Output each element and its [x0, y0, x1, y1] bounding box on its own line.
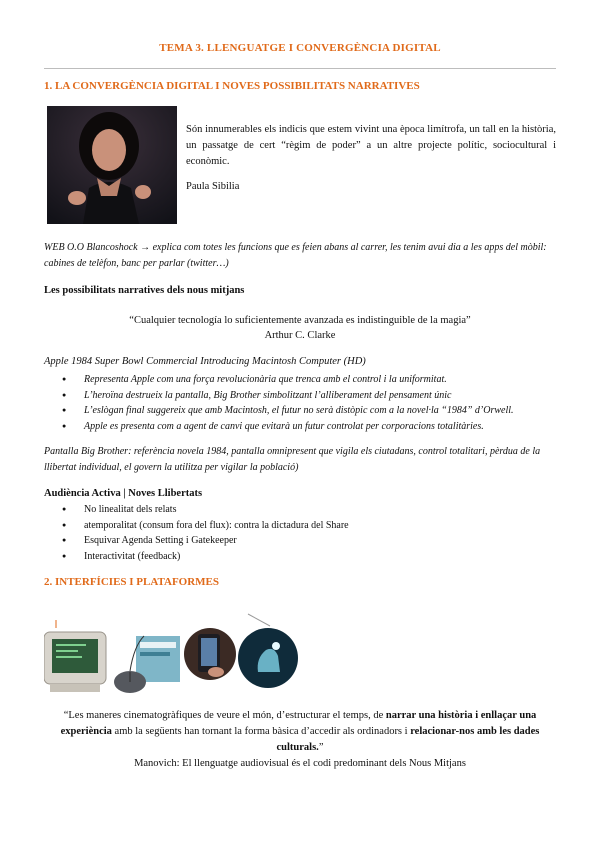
- manovich-quote: [44, 708, 556, 772]
- section-2-heading: 2. INTERFÍCIES I PLATAFORMES: [44, 576, 220, 588]
- opening-quote: Són innumerables els indicis que estem vivint una època limítrofa, un tall en la història, un passatge de cert “règim de poder” a un altre projecte polític, sociocultural i econòmic.: [186, 124, 556, 167]
- list-item: ● Representa Apple com una força revolucionària que trenca amb el control i la uniformitat.: [62, 372, 556, 388]
- clarke-author: Arthur C. Clarke: [264, 330, 336, 341]
- list-item: ● Apple es presenta com a agent de canvi que evitarà un futur controlat per corporacions totalitàries.: [62, 419, 556, 435]
- list-item: ● L’eslògan final suggereix que amb Macintosh, el futur no serà distòpic com a la novel·la “1984” d’Orwell.: [62, 403, 556, 419]
- manovich-caption: Manovich: El llenguatge audiovisual és el codi predominant dels Nous Mitjans: [134, 758, 466, 769]
- list-item: ● L’heroïna destrueix la pantalla, Big Brother simbolitzant l’alliberament del pensament únic: [62, 388, 556, 404]
- computer-monitor-icon: [44, 632, 106, 692]
- quote-text: “Les maneres cinematogràfiques de veure el món, d’estructurar el temps, de: [63, 710, 386, 721]
- list-item: ● No linealitat dels relats: [62, 502, 556, 518]
- narratives-subheading: Les possibilitats narratives dels nous mitjans: [44, 285, 245, 296]
- web-note: WEB O.O Blancoshock → explica com totes les funcions que es feien abans al carrer, les tenim avui dia a les apps del mòbil: cabines de telèfon, banc per parlar (twitter…): [44, 242, 547, 269]
- mouse-icon: [114, 636, 180, 693]
- list-item: ● Interactivitat (feedback): [62, 549, 556, 565]
- clarke-quote: “Cualquier tecnología lo suficientemente avanzada es indistinguible de la magia”: [129, 315, 471, 326]
- quote-author: Paula Sibilia: [186, 181, 240, 192]
- list-item: ● atemporalitat (consum fora del flux): contra la dictadura del Share: [62, 518, 556, 534]
- audience-list: [62, 502, 556, 564]
- quote-emphasis: narrar una història i enllaçar una experiència: [60, 710, 537, 737]
- document-title: TEMA 3. LLENGUATGE I CONVERGÈNCIA DIGITAL: [159, 42, 441, 54]
- digital-hand-icon: [238, 614, 298, 688]
- quote-text: ”: [318, 742, 324, 753]
- apple-video-title[interactable]: Apple 1984 Super Bowl Commercial Introducing Macintosh Computer (HD): [44, 356, 366, 367]
- smartphone-icon: [184, 628, 236, 680]
- big-brother-note: Pantalla Big Brother: referència novela 1984, pantalla omnipresent que vigila els ciutadans, control totalitari, pèrdua de la llibertat individual, el govern la utilitza per vigilar la població): [44, 446, 541, 473]
- interfaces-illustration: [44, 606, 556, 698]
- apple-points-list: [62, 372, 556, 434]
- quote-text: amb la següents han tornant la forma bàsica d’accedir als ordinadors i: [111, 726, 411, 737]
- section-1-heading: 1. LA CONVERGÈNCIA DIGITAL I NOVES POSSIBILITATS NARRATIVES: [44, 80, 420, 92]
- audience-heading: Audiència Activa | Noves Llibertats: [44, 488, 203, 499]
- title-divider: [44, 68, 556, 69]
- list-item: ● Esquivar Agenda Setting i Gatekeeper: [62, 533, 556, 549]
- quote-emphasis: relacionar-nos amb les dades culturals.: [276, 726, 540, 753]
- speaker-photo: [47, 106, 177, 224]
